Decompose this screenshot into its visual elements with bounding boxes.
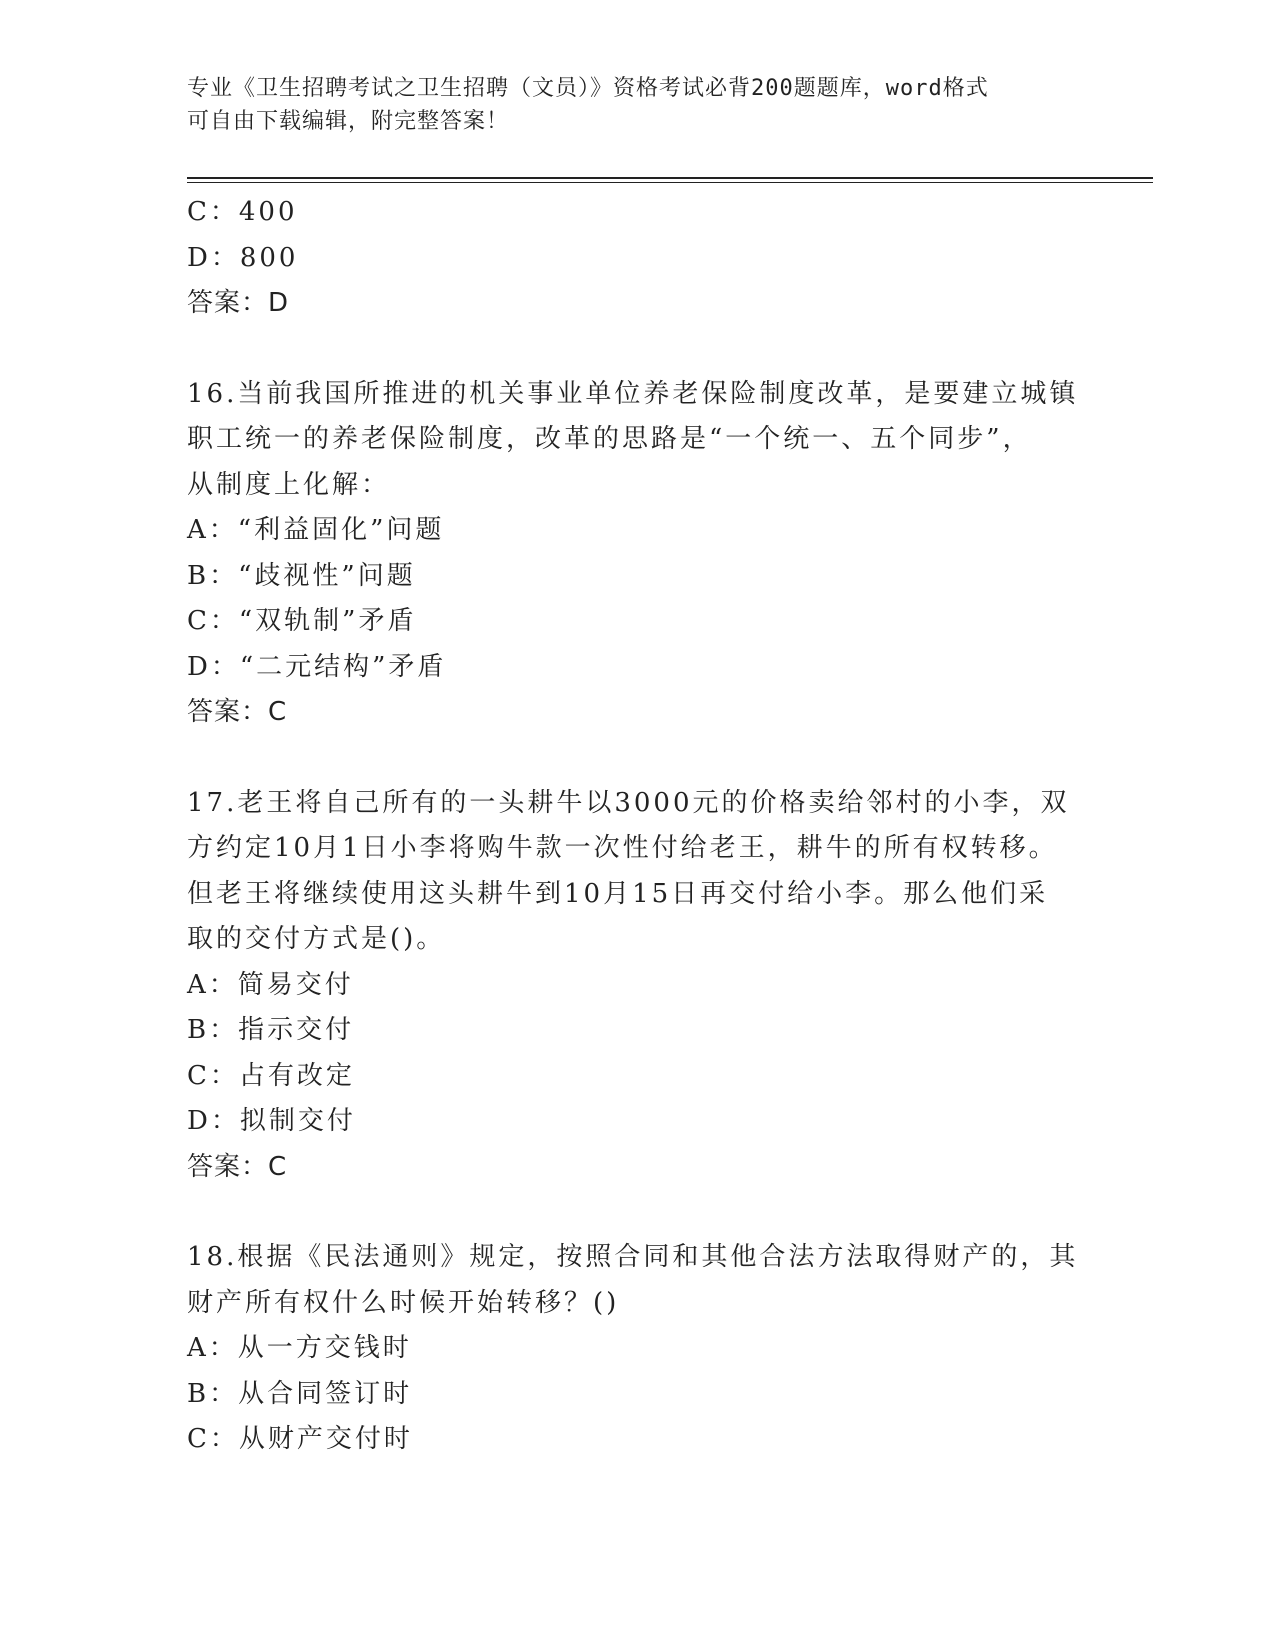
option-c: C：从财产交付时 — [187, 1424, 413, 1454]
answer-line: 答案：C — [187, 697, 288, 727]
question-text-line: 17.老王将自己所有的一头耕牛以3000元的价格卖给邻村的小李，双 — [187, 787, 1070, 818]
answer-line: 答案：D — [187, 288, 290, 318]
header-line-2: 可自由下载编辑，附完整答案！ — [187, 109, 510, 134]
question-text-line: 18.根据《民法通则》规定，按照合同和其他合法方法取得财产的，其 — [187, 1242, 1079, 1272]
question-text-line: 但老王将继续使用这头耕牛到10月15日再交付给小李。那么他们采 — [187, 878, 1049, 909]
document-header — [187, 72, 1067, 138]
previous-question-tail — [187, 190, 1087, 327]
question-16 — [187, 372, 1087, 736]
option-a: A：简易交付 — [187, 969, 354, 1000]
option-c: C：占有改定 — [187, 1060, 355, 1091]
question-content — [187, 190, 1087, 1463]
option-b: B：指示交付 — [187, 1015, 355, 1045]
question-text-line: 取的交付方式是()。 — [187, 924, 446, 954]
option-c: C：“双轨制”矛盾 — [187, 606, 417, 636]
question-text-line: 方约定10月1日小李将购牛款一次性付给老王，耕牛的所有权转移。 — [187, 833, 1058, 863]
header-rule-thick — [187, 177, 1153, 179]
option-a: A：“利益固化”问题 — [187, 515, 445, 545]
header-line-1: 专业《卫生招聘考试之卫生招聘（文员）》资格考试必背200题题库，word格式 — [187, 76, 989, 101]
option-b: B：从合同签订时 — [187, 1378, 413, 1409]
header-rule-thin — [187, 182, 1153, 183]
question-text-line: 16.当前我国所推进的机关事业单位养老保险制度改革，是要建立城镇 — [187, 378, 1079, 409]
option-c: C：400 — [187, 197, 298, 227]
option-a: A：从一方交钱时 — [187, 1333, 412, 1363]
question-17 — [187, 781, 1087, 1191]
option-d: D：“二元结构”矛盾 — [187, 651, 447, 682]
question-text-line: 职工统一的养老保险制度，改革的思路是“一个统一、五个同步”， — [187, 424, 1032, 454]
question-text-line: 从制度上化解： — [187, 469, 391, 500]
option-d: D：拟制交付 — [187, 1106, 356, 1136]
option-b: B：“歧视性”问题 — [187, 560, 416, 591]
question-18 — [187, 1235, 1087, 1463]
option-d: D：800 — [187, 242, 299, 273]
question-text-line: 财产所有权什么时候开始转移？() — [187, 1287, 620, 1318]
answer-line: 答案：C — [187, 1151, 288, 1182]
